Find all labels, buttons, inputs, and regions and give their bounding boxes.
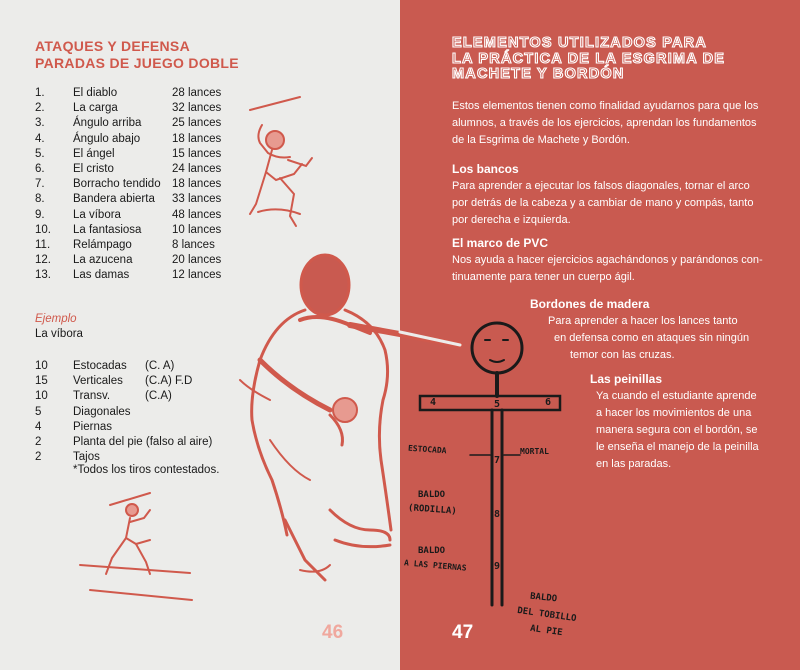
diagram-label-4: 4 (430, 397, 437, 408)
move-qty: 4 (35, 420, 42, 433)
section-line: por derecha e izquierda. (452, 214, 571, 226)
section-heading-bancos: Los bancos (452, 162, 519, 176)
section-heading-bordones: Bordones de madera (530, 297, 650, 311)
lance-name: La fantasiosa (73, 223, 142, 236)
lance-count: 20 lances (172, 254, 222, 267)
lance-name: La carga (73, 102, 118, 115)
move-code: (C.A) (145, 390, 172, 403)
right-title-line: MACHETE Y BORDÓN (452, 66, 625, 82)
section-line: le enseña el manejo de la peinilla (596, 441, 759, 453)
lance-count: 33 lances (172, 193, 222, 206)
move-name: Verticales (73, 375, 123, 388)
lance-name: La azucena (73, 254, 133, 267)
diagram-label-baldo-piernas: BALDO (418, 546, 446, 556)
lance-name: El ángel (73, 147, 115, 160)
lance-count: 8 lances (172, 238, 215, 251)
lance-number: 5. (35, 147, 45, 160)
move-name: Piernas (73, 420, 112, 433)
lance-count: 24 lances (172, 162, 222, 175)
diagram-label-8: 8 (494, 509, 501, 520)
section-line: en defensa como en ataques sin ningún (554, 332, 750, 344)
small-fencer-sketch-bottom (80, 493, 192, 600)
section-heading-peinillas: Las peinillas (590, 372, 663, 386)
lance-count: 32 lances (172, 102, 222, 115)
diagram-label-piernas: A LAS PIERNAS (403, 558, 467, 573)
section-line: tinuamente para tener un cuerpo ágil. (452, 271, 635, 283)
move-name: Estocadas (73, 360, 127, 372)
diagram-label-9: 9 (494, 561, 501, 572)
right-title-line: ELEMENTOS UTILIZADOS PARA (452, 35, 708, 51)
move-name: Transv. (73, 390, 111, 403)
lance-number: 2. (35, 102, 45, 115)
section-line: Ya cuando el estudiante aprende (596, 390, 757, 402)
move-code: (C.A) F.D (145, 375, 193, 388)
move-name: Tajos (73, 451, 100, 464)
move-qty: 2 (35, 435, 42, 448)
move-qty: 15 (35, 375, 48, 388)
lance-name: Relámpago (73, 238, 132, 251)
lance-count: 18 lances (172, 178, 222, 191)
lance-count: 15 lances (172, 147, 222, 160)
move-qty: 5 (35, 405, 42, 418)
diagram-label-6: 6 (545, 397, 552, 408)
move-name: Diagonales (73, 405, 131, 418)
lance-count: 25 lances (172, 117, 222, 130)
left-title-line: ATAQUES Y DEFENSA (35, 38, 190, 54)
lance-number: 4. (35, 132, 45, 145)
diagram-label-mortal: MORTAL (520, 447, 549, 456)
footnote: *Todos los tiros contestados. (73, 464, 220, 476)
page-number-right: 47 (452, 622, 474, 643)
move-code: (C. A) (145, 360, 175, 372)
move-qty: 10 (35, 390, 48, 403)
diagram-label-baldo-rodilla: BALDO (418, 490, 446, 500)
lance-name: Ángulo arriba (73, 117, 142, 130)
diagram-label-7: 7 (494, 455, 501, 466)
lance-number: 12. (35, 254, 51, 267)
section-body-marco (452, 252, 782, 286)
section-line: Para aprender a hacer los lances tanto (548, 315, 738, 327)
diagram-label-baldo-tobillo: BALDO (529, 591, 558, 605)
lance-number: 6. (35, 162, 45, 175)
section-line: en las paradas. (596, 458, 672, 470)
lance-name: El cristo (73, 162, 114, 175)
section-line: temor con las cruzas. (570, 349, 675, 361)
page-number-left: 46 (322, 622, 344, 643)
lance-name: El diablo (73, 87, 118, 99)
lance-name: Las damas (73, 269, 130, 282)
section-body-peinillas (596, 388, 786, 473)
move-qty: 2 (35, 451, 42, 464)
lance-count: 18 lances (172, 132, 222, 145)
lance-name: Borracho tendido (73, 178, 161, 191)
lance-name: La víbora (73, 208, 121, 221)
section-line: manera segura con el bordón, se (596, 424, 758, 436)
lance-number: 13. (35, 269, 51, 282)
move-qty: 10 (35, 360, 48, 372)
lance-number: 3. (35, 117, 45, 130)
right-page-title (452, 36, 725, 83)
lance-number: 9. (35, 208, 45, 221)
section-body-bordones (548, 313, 778, 364)
lance-name: Ángulo abajo (73, 132, 141, 145)
lance-number: 7. (35, 178, 45, 191)
intro-line: de la Esgrima de Machete y Bordón. (452, 134, 630, 146)
lance-count: 12 lances (172, 269, 222, 282)
large-fencer-sketch (240, 255, 460, 580)
section-heading-marco: El marco de PVC (452, 236, 549, 250)
section-line: por detrás de la cabeza y a cambiar de mano y compás, tanto (452, 197, 754, 209)
section-line: Nos ayuda a hacer ejercicios agachándonos y parándonos con- (452, 254, 763, 266)
diagram-label-tobillo: DEL TOBILLO (516, 605, 578, 625)
section-line: a hacer los movimientos de una (596, 407, 752, 419)
left-title-line: PARADAS DE JUEGO DOBLE (35, 55, 239, 71)
lance-count: 48 lances (172, 208, 222, 221)
diagram-label-al-pie: AL PIE (529, 623, 564, 639)
intro-paragraph (452, 98, 772, 149)
lance-number: 10. (35, 223, 51, 236)
intro-line: Estos elementos tienen como finalidad ayudarnos para que los (452, 100, 759, 112)
section-body-bancos (452, 178, 782, 229)
intro-line: alumnos, a través de los ejercicios, aprendan los fundamentos (452, 117, 757, 129)
diagram-label-estocada: ESTOCADA (407, 443, 447, 456)
diagram-label-rodilla: (RODILLA) (407, 503, 458, 517)
lance-number: 11. (35, 238, 51, 251)
lance-count: 10 lances (172, 223, 222, 236)
right-title-line: LA PRÁCTICA DE LA ESGRIMA DE (452, 50, 726, 67)
diagram-label-5: 5 (494, 399, 501, 410)
section-line: Para aprender a ejecutar los falsos diagonales, tornar el arco (452, 180, 750, 192)
small-fencer-sketch-top (250, 97, 312, 226)
lance-name: Bandera abierta (73, 193, 155, 206)
lance-number: 1. (35, 87, 45, 99)
lance-count: 28 lances (172, 87, 222, 99)
ejemplo-label: Ejemplo (35, 313, 77, 325)
move-name: Planta del pie (falso al aire) (73, 435, 213, 448)
ejemplo-name: La víbora (35, 328, 83, 340)
lance-number: 8. (35, 193, 45, 206)
